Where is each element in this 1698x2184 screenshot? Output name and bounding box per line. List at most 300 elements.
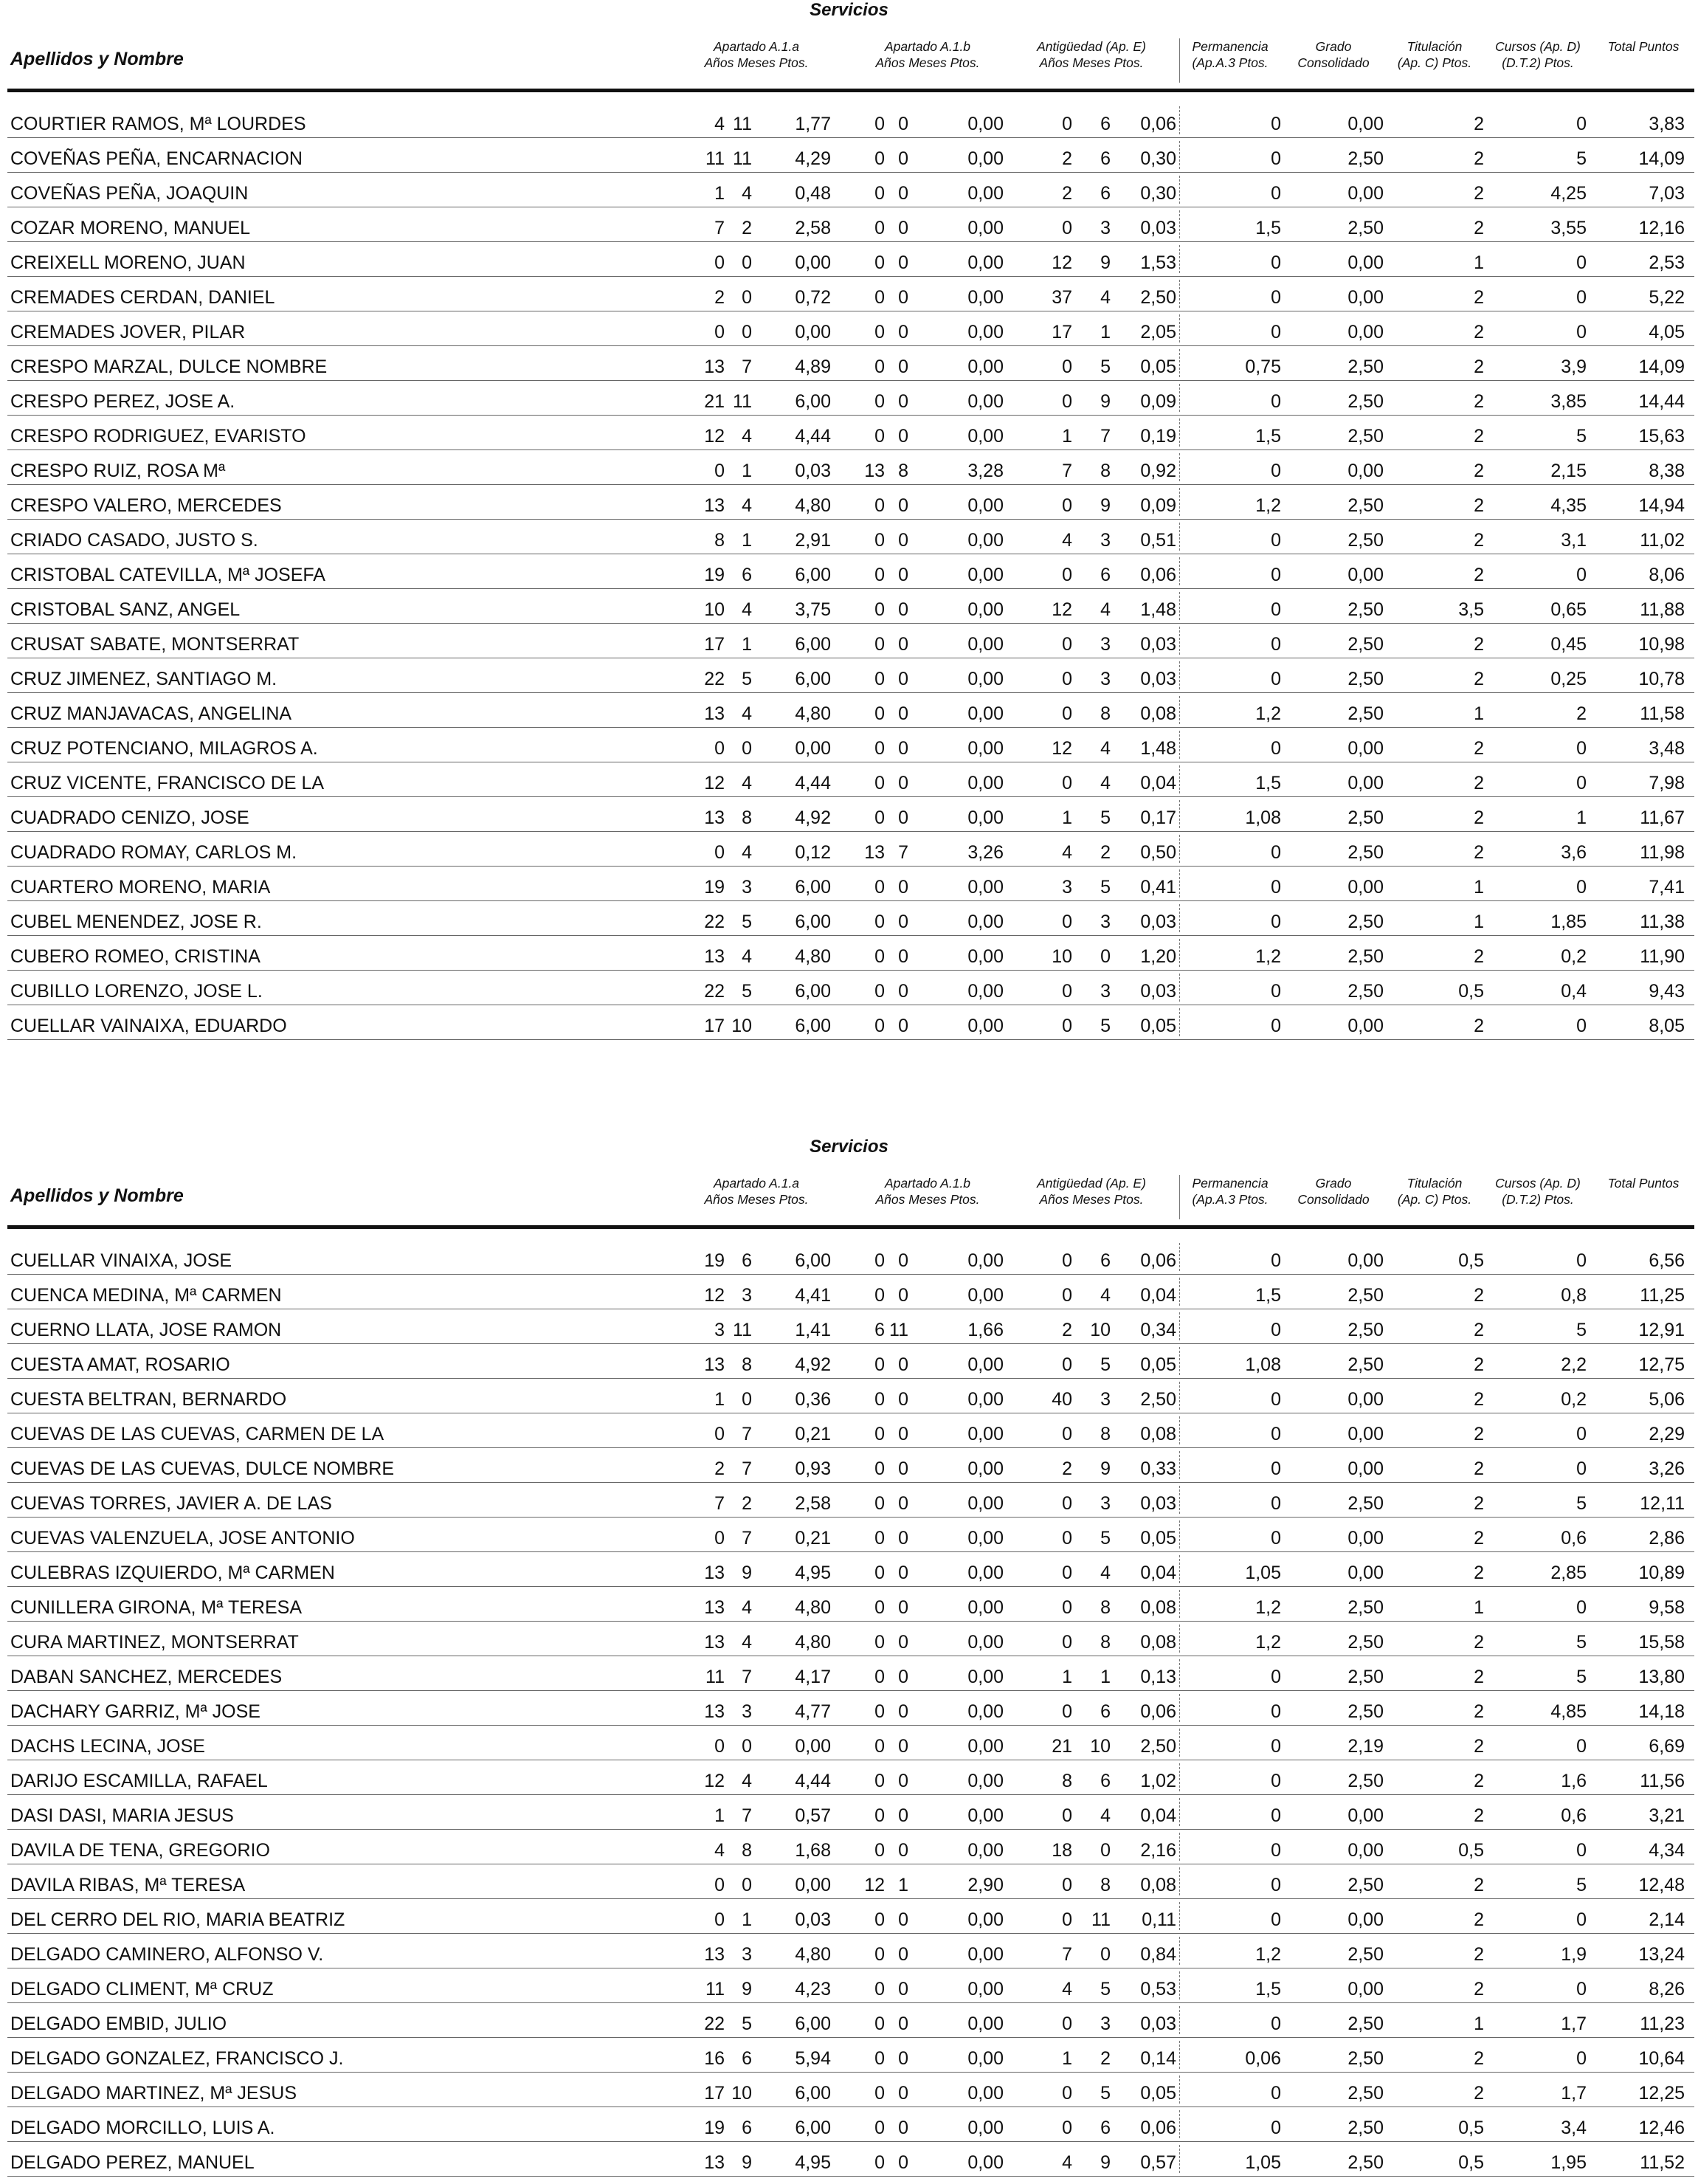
cell-value: 4,95 [795, 2152, 831, 2173]
cell-value: 0 [1271, 1736, 1281, 1757]
cell-value: 0 [874, 1250, 885, 1271]
cell-value: 0 [898, 1736, 908, 1757]
row-divider [1179, 1416, 1180, 1444]
table-row [0, 1448, 1698, 1483]
row-divider [1179, 141, 1180, 169]
cell-value: 0,00 [1347, 738, 1384, 759]
cell-value: 12,16 [1638, 218, 1685, 238]
cell-value: 0 [898, 599, 908, 620]
cell-value: 0,08 [1140, 1424, 1176, 1444]
cell-value: 1,5 [1255, 426, 1281, 447]
cell-value: 4,89 [795, 356, 831, 377]
cell-name: DASI DASI, MARIA JESUS [10, 1805, 234, 1826]
cell-value: 0 [1271, 183, 1281, 204]
cell-value: 2,50 [1140, 1389, 1176, 1410]
cell-name: DACHS LECINA, JOSE [10, 1736, 205, 1757]
table-row [0, 311, 1698, 346]
cell-value: 5 [1100, 1354, 1111, 1375]
cell-value: 2 [1474, 495, 1484, 516]
cell-value: 0 [874, 322, 885, 342]
cell-value: 2,50 [1347, 912, 1384, 932]
cell-value: 0,11 [1142, 1909, 1176, 1930]
cell-value: 0,84 [1140, 1944, 1176, 1965]
section-title: Servicios [810, 1137, 888, 1157]
cell-name: CUEVAS TORRES, JAVIER A. DE LAS [10, 1493, 332, 1514]
cell-value: 2 [1474, 1909, 1484, 1930]
column-header-a1b [846, 1175, 1009, 1208]
header-divider [1179, 38, 1180, 83]
cell-value: 0 [874, 1667, 885, 1687]
cell-value: 0,53 [1140, 1979, 1176, 1999]
cell-value: 4,80 [795, 946, 831, 967]
table-row [0, 1552, 1698, 1587]
cell-value: 0,00 [967, 1250, 1004, 1271]
cell-value: 15,63 [1638, 426, 1685, 447]
cell-value: 4,41 [795, 1285, 831, 1306]
cell-value: 2,50 [1140, 1736, 1176, 1757]
row-divider [1179, 1312, 1180, 1340]
cell-value: 0,00 [967, 1458, 1004, 1479]
cell-value: 0,05 [1140, 1354, 1176, 1375]
cell-value: 0,00 [967, 287, 1004, 308]
cell-value: 0 [874, 981, 885, 1002]
cell-value: 1 [742, 530, 752, 551]
cell-value: 0 [1062, 1354, 1072, 1375]
table-row [0, 1760, 1698, 1795]
cell-value: 0 [742, 1389, 752, 1410]
cell-value: 12,75 [1638, 1354, 1685, 1375]
cell-value: 0 [1271, 1458, 1281, 1479]
row-divider [1179, 1243, 1180, 1271]
cell-value: 0,09 [1140, 391, 1176, 412]
cell-value: 0 [898, 981, 908, 1002]
cell-value: 3 [742, 1701, 752, 1722]
cell-value: 0 [874, 773, 885, 793]
cell-value: 1,6 [1561, 1771, 1587, 1791]
cell-value: 0 [898, 356, 908, 377]
cell-value: 13 [704, 2152, 725, 2173]
cell-value: 2 [1474, 1493, 1484, 1514]
cell-value: 0,00 [967, 738, 1004, 759]
cell-value: 2,14 [1649, 1909, 1685, 1930]
column-header-line: Apartado A.1.a [713, 39, 800, 54]
cell-value: 4 [742, 1597, 752, 1618]
cell-value: 0 [1062, 1424, 1072, 1444]
cell-value: 0 [1271, 322, 1281, 342]
cell-value: 11 [733, 391, 752, 412]
table-row [0, 1587, 1698, 1622]
cell-value: 0,00 [967, 2048, 1004, 2069]
cell-value: 0 [898, 183, 908, 204]
cell-value: 0,00 [1347, 1424, 1384, 1444]
cell-name: CURA MARTINEZ, MONTSERRAT [10, 1632, 299, 1653]
cell-value: 0 [1062, 495, 1072, 516]
cell-value: 0 [1576, 877, 1587, 898]
cell-value: 0,04 [1140, 1285, 1176, 1306]
cell-value: 2 [1474, 565, 1484, 585]
cell-value: 0 [898, 773, 908, 793]
column-header-line: (D.T.2) Ptos. [1502, 55, 1574, 70]
cell-value: 4,44 [795, 426, 831, 447]
table-row [0, 450, 1698, 485]
cell-value: 4,80 [795, 1944, 831, 1965]
column-header-line: Permanencia [1192, 1176, 1269, 1191]
cell-name: CRUZ MANJAVACAS, ANGELINA [10, 703, 292, 724]
cell-value: 1,5 [1255, 218, 1281, 238]
cell-value: 0,30 [1140, 183, 1176, 204]
cell-value: 0 [1271, 1424, 1281, 1444]
cell-value: 2,50 [1347, 391, 1384, 412]
row-divider [1179, 592, 1180, 620]
column-header-line: Años Meses Ptos. [704, 1192, 809, 1207]
cell-value: 1,41 [795, 1320, 831, 1340]
cell-value: 7 [742, 356, 752, 377]
cell-name: CUEVAS DE LAS CUEVAS, CARMEN DE LA [10, 1424, 384, 1444]
cell-name: CRESPO PEREZ, JOSE A. [10, 391, 235, 412]
cell-value: 11 [705, 1979, 725, 1999]
table-row [0, 207, 1698, 242]
table-row [0, 867, 1698, 901]
cell-value: 5 [1576, 426, 1587, 447]
cell-value: 4 [742, 773, 752, 793]
cell-value: 3,83 [1649, 114, 1685, 134]
cell-value: 0,00 [1347, 183, 1384, 204]
cell-value: 13,80 [1638, 1667, 1685, 1687]
cell-value: 0 [714, 1528, 725, 1549]
cell-value: 0,00 [967, 1944, 1004, 1965]
cell-value: 2 [1474, 1528, 1484, 1549]
cell-name: DAVILA DE TENA, GREGORIO [10, 1840, 270, 1861]
cell-value: 0,00 [967, 981, 1004, 1002]
row-divider [1179, 488, 1180, 516]
cell-value: 0 [1062, 1563, 1072, 1583]
cell-value: 11,23 [1640, 2014, 1685, 2034]
cell-value: 8,26 [1649, 1979, 1685, 1999]
table-row [0, 936, 1698, 971]
cell-value: 5 [1576, 1320, 1587, 1340]
cell-value: 3,1 [1561, 530, 1587, 551]
cell-value: 2,50 [1347, 495, 1384, 516]
cell-value: 0 [1062, 1597, 1072, 1618]
cell-value: 13 [704, 1944, 725, 1965]
cell-value: 2,16 [1140, 1840, 1176, 1861]
table-row [0, 1934, 1698, 1968]
cell-value: 0 [742, 1875, 752, 1895]
cell-value: 0 [898, 1979, 908, 1999]
cell-value: 3 [1100, 634, 1111, 655]
cell-value: 1,53 [1140, 252, 1176, 273]
cell-value: 1,05 [1245, 1563, 1281, 1583]
cell-value: 0,5 [1458, 981, 1484, 1002]
cell-value: 3,5 [1458, 599, 1484, 620]
cell-value: 2,50 [1347, 1354, 1384, 1375]
cell-value: 0,92 [1140, 461, 1176, 481]
cell-value: 0,00 [967, 2152, 1004, 2173]
table-row [0, 173, 1698, 207]
cell-name: DELGADO EMBID, JULIO [10, 2014, 227, 2034]
cell-value: 0 [1576, 773, 1587, 793]
cell-value: 0,05 [1140, 356, 1176, 377]
cell-value: 2 [714, 1458, 725, 1479]
cell-value: 0 [1271, 877, 1281, 898]
row-divider [1179, 1278, 1180, 1306]
row-divider [1179, 2041, 1180, 2069]
cell-value: 17 [704, 634, 725, 655]
cell-value: 0 [714, 738, 725, 759]
cell-value: 9 [1100, 391, 1111, 412]
cell-value: 17 [704, 2083, 725, 2104]
cell-value: 0 [1576, 287, 1587, 308]
cell-value: 0 [874, 703, 885, 724]
cell-value: 1,20 [1140, 946, 1176, 967]
cell-value: 0,4 [1561, 981, 1587, 1002]
table-row [0, 1622, 1698, 1656]
cell-value: 13 [864, 842, 885, 863]
cell-value: 1 [1474, 252, 1484, 273]
cell-value: 8 [1100, 461, 1111, 481]
cell-value: 0 [874, 1771, 885, 1791]
cell-value: 0 [898, 565, 908, 585]
cell-name: CRUZ JIMENEZ, SANTIAGO M. [10, 669, 277, 689]
cell-value: 0 [1576, 2048, 1587, 2069]
row-divider [1179, 939, 1180, 967]
cell-value: 4,35 [1550, 495, 1587, 516]
cell-value: 0 [898, 252, 908, 273]
cell-value: 0 [1576, 1424, 1587, 1444]
table-row [0, 693, 1698, 728]
cell-value: 2 [1474, 426, 1484, 447]
cell-value: 2 [1062, 1320, 1072, 1340]
cell-value: 0,06 [1140, 114, 1176, 134]
cell-value: 0,00 [967, 2118, 1004, 2138]
cell-value: 0,00 [967, 1563, 1004, 1583]
cell-value: 0 [1271, 1493, 1281, 1514]
cell-value: 17 [1052, 322, 1072, 342]
cell-value: 11,67 [1640, 807, 1685, 828]
cell-value: 6 [1100, 183, 1111, 204]
cell-value: 3 [1100, 2014, 1111, 2034]
cell-name: CULEBRAS IZQUIERDO, Mª CARMEN [10, 1563, 335, 1583]
cell-value: 0 [874, 1354, 885, 1375]
cell-value: 0 [1271, 1667, 1281, 1687]
row-divider [1179, 1937, 1180, 1965]
table-row [0, 1518, 1698, 1552]
cell-value: 0,5 [1458, 1250, 1484, 1271]
table-row [0, 1968, 1698, 2003]
column-header-line: Antigüedad (Ap. E) [1037, 39, 1146, 54]
cell-value: 3 [1100, 981, 1111, 1002]
cell-value: 10 [704, 599, 725, 620]
cell-value: 0 [898, 1805, 908, 1826]
cell-value: 0 [898, 1528, 908, 1549]
cell-value: 2 [1474, 1632, 1484, 1653]
table-row [0, 1379, 1698, 1413]
cell-value: 0 [874, 391, 885, 412]
cell-value: 2 [1474, 461, 1484, 481]
cell-value: 2 [1474, 807, 1484, 828]
row-divider [1179, 1486, 1180, 1514]
row-divider [1179, 210, 1180, 238]
cell-value: 1,68 [795, 1840, 831, 1861]
cell-value: 0 [874, 1528, 885, 1549]
column-header-line: Titulación [1407, 39, 1463, 54]
cell-value: 0,08 [1140, 1632, 1176, 1653]
cell-value: 2,29 [1649, 1424, 1685, 1444]
cell-value: 0 [898, 738, 908, 759]
cell-name: COVEÑAS PEÑA, ENCARNACION [10, 148, 303, 169]
cell-name: CUARTERO MORENO, MARIA [10, 877, 271, 898]
cell-value: 2 [1474, 1771, 1484, 1791]
cell-name: CUELLAR VAINAIXA, EDUARDO [10, 1016, 287, 1036]
cell-value: 0,19 [1140, 426, 1176, 447]
cell-value: 14,09 [1638, 356, 1685, 377]
cell-value: 0 [898, 1771, 908, 1791]
cell-value: 0 [1576, 252, 1587, 273]
cell-value: 0,30 [1140, 148, 1176, 169]
cell-value: 2,50 [1347, 807, 1384, 828]
cell-value: 2,15 [1550, 461, 1587, 481]
cell-name: CRISTOBAL SANZ, ANGEL [10, 599, 241, 620]
cell-value: 0,00 [967, 1632, 1004, 1653]
cell-name: DELGADO MORCILLO, LUIS A. [10, 2118, 275, 2138]
cell-name: CUEVAS VALENZUELA, JOSE ANTONIO [10, 1528, 355, 1549]
cell-value: 12 [704, 1285, 725, 1306]
cell-value: 3,48 [1649, 738, 1685, 759]
cell-value: 0 [1271, 252, 1281, 273]
row-divider [1179, 1008, 1180, 1036]
cell-value: 0,21 [795, 1528, 831, 1549]
cell-value: 12 [704, 1771, 725, 1791]
cell-value: 6 [1100, 2118, 1111, 2138]
cell-value: 1,77 [795, 114, 831, 134]
cell-name: COVEÑAS PEÑA, JOAQUIN [10, 183, 249, 204]
cell-value: 0 [874, 1979, 885, 1999]
cell-value: 0 [1271, 391, 1281, 412]
cell-value: 0 [1271, 2083, 1281, 2104]
cell-value: 4,80 [795, 1597, 831, 1618]
cell-value: 0,33 [1140, 1458, 1176, 1479]
cell-value: 0 [1271, 738, 1281, 759]
cell-value: 2,50 [1347, 1285, 1384, 1306]
cell-value: 0,00 [1347, 252, 1384, 273]
cell-value: 2 [1576, 703, 1587, 724]
cell-name: DEL CERRO DEL RIO, MARIA BEATRIZ [10, 1909, 345, 1930]
cell-value: 4 [1100, 773, 1111, 793]
cell-value: 0,00 [795, 252, 831, 273]
cell-value: 0 [1271, 1840, 1281, 1861]
cell-value: 2,50 [1347, 148, 1384, 169]
table-row [0, 138, 1698, 173]
row-divider [1179, 523, 1180, 551]
cell-value: 0 [1062, 1250, 1072, 1271]
cell-name: CUADRADO CENIZO, JOSE [10, 807, 249, 828]
cell-value: 6,00 [795, 1250, 831, 1271]
section-title: Servicios [810, 0, 888, 20]
cell-value: 4,25 [1550, 183, 1587, 204]
cell-value: 0,00 [967, 183, 1004, 204]
row-divider [1179, 1798, 1180, 1826]
cell-value: 0,00 [967, 1805, 1004, 1826]
cell-value: 2 [1474, 773, 1484, 793]
cell-value: 11,56 [1640, 1771, 1685, 1791]
table-row [0, 1240, 1698, 1275]
cell-value: 12,91 [1638, 1320, 1685, 1340]
cell-value: 0 [874, 1701, 885, 1722]
cell-value: 0 [1062, 1632, 1072, 1653]
row-divider [1179, 1729, 1180, 1757]
cell-value: 6,00 [795, 877, 831, 898]
table-row [0, 520, 1698, 554]
cell-value: 4 [742, 599, 752, 620]
cell-value: 0 [1271, 1016, 1281, 1036]
cell-value: 3,55 [1550, 218, 1587, 238]
cell-value: 6,00 [795, 2118, 831, 2138]
cell-value: 1,05 [1245, 2152, 1281, 2173]
cell-value: 8 [742, 807, 752, 828]
cell-value: 8 [714, 530, 725, 551]
cell-value: 4,29 [795, 148, 831, 169]
cell-value: 2 [1474, 1805, 1484, 1826]
row-divider [1179, 869, 1180, 898]
cell-value: 40 [1052, 1389, 1072, 1410]
cell-value: 0 [874, 634, 885, 655]
cell-value: 2,50 [1347, 2118, 1384, 2138]
cell-value: 1,7 [1561, 2083, 1587, 2104]
cell-value: 0 [1062, 2083, 1072, 2104]
cell-value: 11 [705, 1667, 725, 1687]
cell-value: 0,06 [1140, 565, 1176, 585]
cell-value: 0,00 [967, 218, 1004, 238]
cell-value: 0,00 [795, 1875, 831, 1895]
cell-value: 8 [1100, 1632, 1111, 1653]
cell-value: 2,50 [1347, 2083, 1384, 2104]
cell-value: 0 [898, 1493, 908, 1514]
cell-value: 6,00 [795, 2014, 831, 2034]
cell-value: 0,00 [967, 1701, 1004, 1722]
cell-value: 5 [1576, 1875, 1587, 1895]
cell-name: CRESPO RUIZ, ROSA Mª [10, 461, 226, 481]
cell-value: 12 [864, 1875, 885, 1895]
table-row [0, 485, 1698, 520]
cell-value: 0,00 [967, 114, 1004, 134]
cell-value: 0 [1062, 565, 1072, 585]
cell-value: 0 [1271, 842, 1281, 863]
table-row [0, 901, 1698, 936]
cell-name: CUBILLO LORENZO, JOSE L. [10, 981, 263, 1002]
column-header-a1a [675, 1175, 838, 1208]
cell-value: 0 [898, 2083, 908, 2104]
cell-value: 12,11 [1640, 1493, 1685, 1514]
cell-value: 7 [898, 842, 908, 863]
row-divider [1179, 106, 1180, 134]
cell-value: 2,50 [1347, 946, 1384, 967]
cell-value: 1,08 [1245, 807, 1281, 828]
cell-value: 13,24 [1638, 1944, 1685, 1965]
cell-value: 2,50 [1347, 1493, 1384, 1514]
cell-value: 1,95 [1550, 2152, 1587, 2173]
cell-value: 0 [898, 2152, 908, 2173]
cell-value: 2 [1474, 1424, 1484, 1444]
column-header-antig [1010, 38, 1173, 71]
cell-value: 5 [742, 2014, 752, 2034]
cell-value: 2,05 [1140, 322, 1176, 342]
cell-value: 1 [1474, 1597, 1484, 1618]
cell-value: 11 [733, 1320, 752, 1340]
cell-value: 2,50 [1347, 218, 1384, 238]
row-divider [1179, 1971, 1180, 1999]
cell-value: 4,92 [795, 1354, 831, 1375]
cell-value: 5 [1100, 2083, 1111, 2104]
